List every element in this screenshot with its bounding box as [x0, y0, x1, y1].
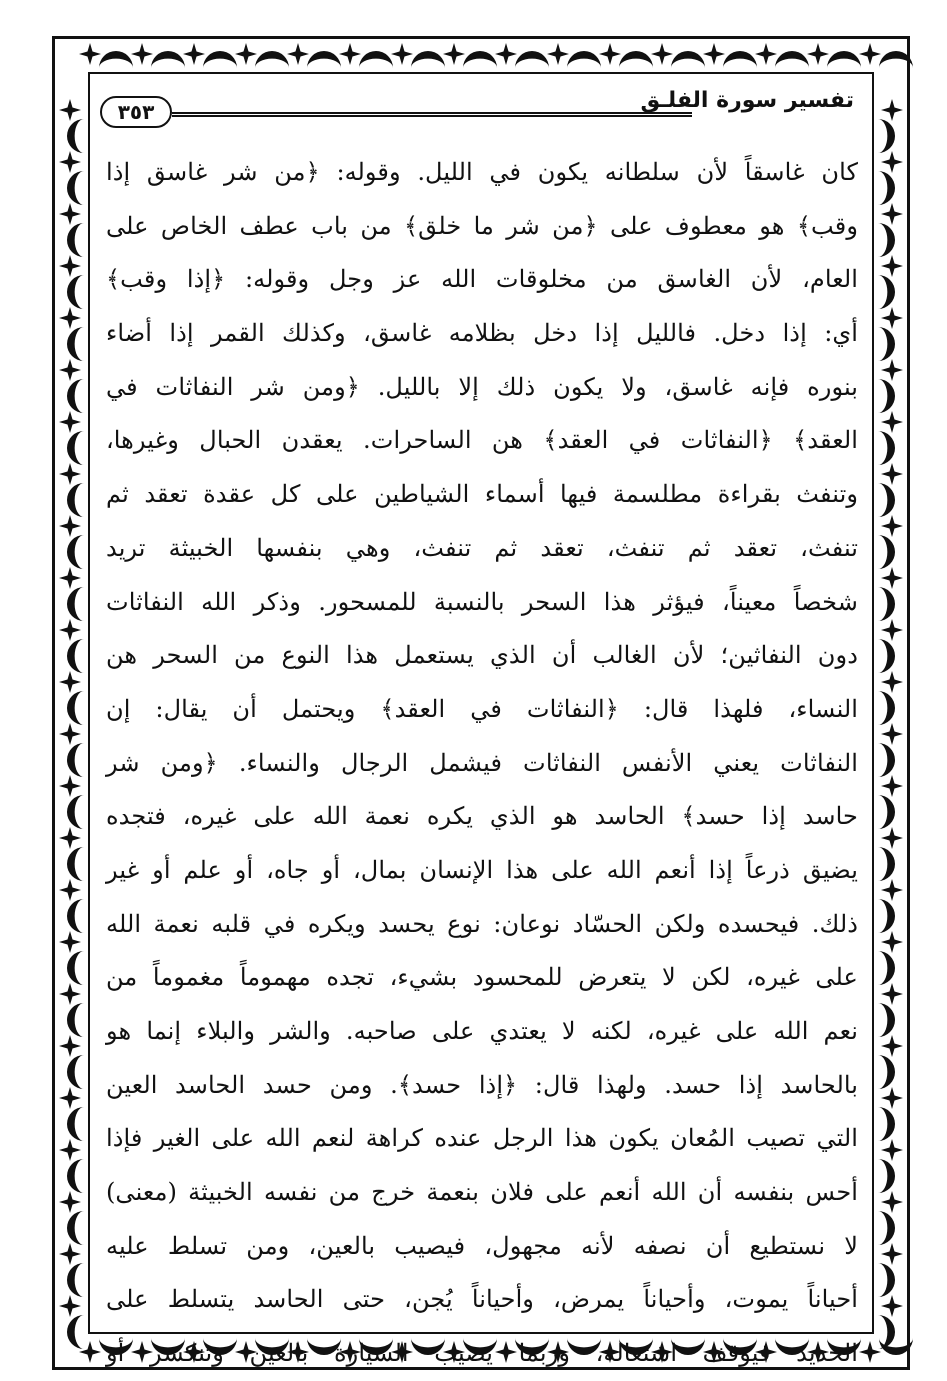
text-line: التي تصيب المُعان يكون هذا الرجل عنده كراهة لنعم الله على الغير فإذا [106, 1124, 858, 1153]
text-line: أي: إذا دخل. فالليل إذا دخل بظلامه غاسق، وكذلك القمر إذا أضاء [106, 319, 858, 348]
header-rule [172, 112, 692, 117]
text-line: بنوره فإنه غاسق، ولا يكون ذلك إلا بالليل. ﴿ومن شر النفاثات في [106, 372, 858, 401]
text-line: دون النفاثين؛ لأن الغالب أن الذي يستعمل هذا النوع من السحر هن [106, 641, 858, 670]
body-text [106, 146, 858, 1381]
text-line: أحياناً يموت، وأحياناً يمرض، وأحياناً يُجن، حتى الحاسد يتسلط على [106, 1285, 858, 1314]
text-line: نعم الله على غيره، لكنه لا يعتدي على صاحبه. والشر والبلاء إنما هو [106, 1017, 858, 1045]
text-line: وتنفث بقراءة مطلسمة فيها أسماء الشياطين على كل عقدة تعقد ثم [106, 480, 858, 509]
text-line: النساء، فلهذا قال: ﴿النفاثات في العقد﴾ ويحتمل أن يقال: إن [106, 694, 858, 723]
text-line: وقب﴾ هو معطوف على ﴿من شر ما خلق﴾ من باب عطف الخاص على [106, 211, 858, 240]
text-line: تنفث، تعقد ثم تنفث، تعقد ثم تنفث، وهي بنفسها الخبيثة تريد [106, 533, 858, 562]
text-line: العام، لأن الغاسق من مخلوقات الله عز وجل وقوله: ﴿إذا وقب﴾ [106, 265, 858, 294]
page-header [100, 86, 862, 132]
text-line: بالحاسد إذا حسد. ولهذا قال: ﴿إذا حسد﴾. ومن حسد الحاسد العين [106, 1070, 858, 1099]
text-line: شخصاً معيناً، فيؤثر هذا السحر بالنسبة للمسحور. وذكر الله النفاثات [106, 587, 858, 616]
text-line: على غيره، لكن لا يتعرض للمحسود بشيء، تجده مهموماً مغموماً من [106, 963, 858, 992]
text-line: حاسد إذا حسد﴾ الحاسد هو الذي يكره نعمة الله على غيره، فتجده [106, 802, 858, 831]
text-line: أحس بنفسه أن الله أنعم على فلان بنعمة خرج من نفسه الخبيثة (معنى) [106, 1178, 858, 1207]
text-line: كان غاسقاً لأن سلطانه يكون في الليل. وقوله: ﴿من شر غاسق إذا [106, 158, 858, 186]
text-line: النفاثات يعني الأنفس النفاثات فيشمل الرجال والنساء. ﴿ومن شر [106, 748, 858, 777]
text-line: يضيق ذرعاً إذا أنعم الله على هذا الإنسان بمال، أو جاه، أو علم أو غير [106, 855, 858, 884]
page-title: تفسير سورة الفلـق [640, 88, 854, 113]
page-number: ٣٥٣ [100, 96, 172, 128]
text-line: الحديد فيوقف اشتغاله، وربما يصيب السيارة بالعين وتنكسر أو [106, 1339, 858, 1368]
text-line: لا نستطيع أن نصفه لأنه مجهول، فيصيب بالعين، ومن تسلط عليه [106, 1231, 858, 1260]
text-line: العقد﴾ ﴿النفاثات في العقد﴾ هن الساحرات. يعقدن الحبال وغيرها، [106, 426, 858, 455]
text-line: ذلك. فيحسده ولكن الحسّاد نوعان: نوع يحسد ويكره في قلبه نعمة الله [106, 909, 858, 938]
